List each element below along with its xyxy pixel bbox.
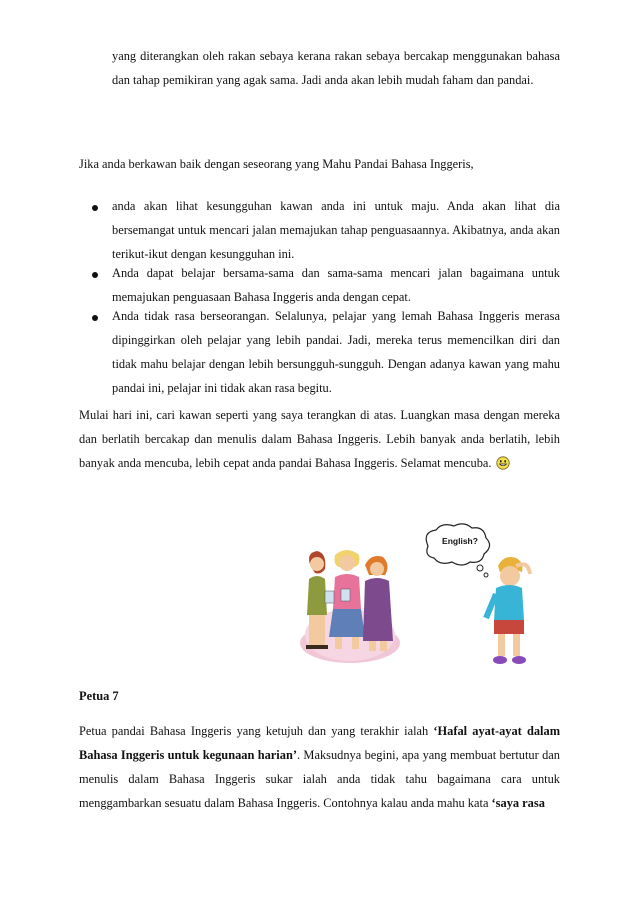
bullet-item-1: anda akan lihat kesungguhan kawan anda ini untuk maju. Anda akan lihat dia bersemangat untuk mencari jalan memajukan tahap penguasaannya. Akibatnya, anda akan terikut-ikut dengan kesungguhan ini. bbox=[112, 199, 560, 261]
smiley-icon bbox=[496, 454, 510, 478]
final-text-1: Petua pandai Bahasa Inggeris yang ketujuh dan yang terakhir ialah bbox=[79, 724, 434, 738]
bullet-item-3: Anda tidak rasa berseorangan. Selalunya, pelajar yang lemah Bahasa Inggeris merasa dipinggirkan oleh pelajar yang lebih pandai. Jadi, mereka terus memencilkan diri dan tidak mahu belajar dengan lebih bersungguh-sungguh. Dengan adanya kawan yang mahu pandai ini, pelajar ini tidak akan rasa begitu. bbox=[112, 309, 560, 395]
closing-text: Mulai hari ini, cari kawan seperti yang saya terangkan di atas. Luangkan masa dengan mereka dan berlatih bercakap dan menulis dalam Bahasa Inggeris. Lebih banyak anda berlatih, lebih banyak anda mencuba, lebih cepat anda pandai Bahasa Inggeris. Selamat mencuba. bbox=[79, 408, 560, 470]
final-bold-2: ‘saya rasa bbox=[491, 796, 545, 810]
bullet-dot-3 bbox=[92, 315, 98, 321]
closing-paragraph bbox=[79, 403, 560, 478]
bullet-dot-1 bbox=[92, 205, 98, 211]
women-chatting-illustration bbox=[295, 545, 405, 665]
thinking-boy-illustration bbox=[420, 522, 550, 670]
final-text-2: . Maksudnya begini, apa yang membuat bertutur dan menulis dalam Bahasa Inggeris sukar ialah anda tidak tahu bagaimana cara untuk menggambarkan sesuatu dalam Bahasa Inggeris. Contohnya kalau anda mahu kata bbox=[79, 748, 560, 810]
intro-sentence: Jika anda berkawan baik dengan seseorang yang Mahu Pandai Bahasa Inggeris, bbox=[79, 157, 474, 171]
final-bold-1: ‘Hafal ayat-ayat dalam Bahasa Inggeris untuk kegunaan harian’ bbox=[79, 724, 561, 762]
bullet-dot-2 bbox=[92, 272, 98, 278]
thought-bubble-text: English? bbox=[442, 536, 478, 546]
continued-paragraph: yang diterangkan oleh rakan sebaya kerana rakan sebaya bercakap menggunakan bahasa dan tahap pemikiran yang agak sama. Jadi anda akan lebih mudah faham dan pandai. bbox=[112, 49, 560, 87]
section-heading: Petua 7 bbox=[79, 689, 119, 703]
bullet-item-2: Anda dapat belajar bersama-sama dan sama-sama mencari jalan bagaimana untuk memajukan penguasaan Bahasa Inggeris anda dengan cepat. bbox=[112, 266, 560, 304]
final-paragraph bbox=[79, 719, 560, 815]
